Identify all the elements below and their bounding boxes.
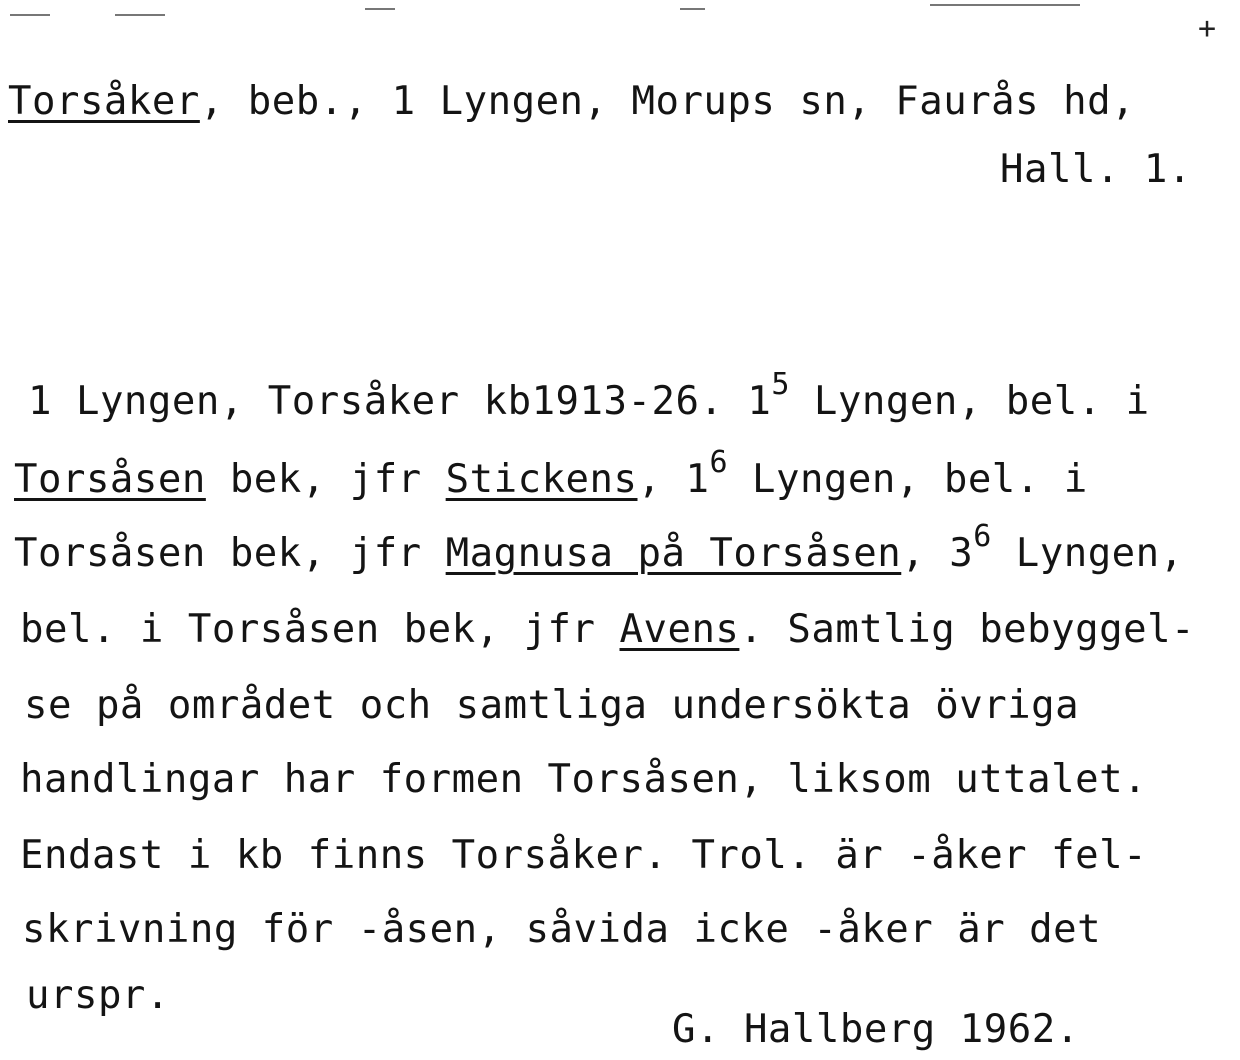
crossref-stickens: Stickens	[445, 457, 638, 502]
entry-name: Torsåker	[8, 79, 200, 124]
text-segment: , 3	[901, 531, 974, 576]
superscript: 6	[709, 445, 729, 480]
crossref-magnusa: Magnusa på Torsåsen	[445, 531, 902, 576]
crossref-avens: Avens	[619, 607, 740, 652]
top-edge-mark	[10, 14, 50, 16]
header-line	[8, 78, 1135, 126]
body-line-8: skrivning för -åsen, såvida icke -åker är det	[22, 907, 1102, 952]
text-segment: Torsåsen bek, jfr	[14, 531, 446, 576]
crossref-torsasen: Torsåsen	[14, 457, 206, 502]
text-segment: Lyngen, bel. i	[728, 457, 1088, 502]
top-edge-mark	[115, 14, 165, 16]
text-segment: bel. i Torsåsen bek, jfr	[20, 607, 620, 652]
body-line-1	[28, 367, 1150, 426]
top-edge-mark	[365, 8, 395, 10]
entry-description: , beb., 1 Lyngen, Morups sn, Faurås hd,	[199, 79, 1136, 124]
text-segment: 1 Lyngen, Torsåker kb1913-26. 1	[28, 379, 772, 424]
body-line-5: se på området och samtliga undersökta övriga	[24, 683, 1080, 728]
text-segment: Lyngen, bel. i	[789, 379, 1150, 424]
top-edge-mark	[930, 4, 1080, 6]
top-edge-mark	[680, 8, 705, 10]
text-segment: . Samtlig bebyggel-	[739, 607, 1196, 652]
superscript: 5	[771, 367, 790, 402]
text-segment: Lyngen,	[991, 531, 1184, 576]
superscript: 6	[973, 519, 992, 554]
body-line-3	[14, 519, 1184, 578]
body-line-4	[20, 606, 1195, 654]
body-line-2	[14, 445, 1088, 504]
body-line-7: Endast i kb finns Torsåker. Trol. är -åker fel-	[20, 833, 1148, 878]
signature: G. Hallberg 1962.	[672, 1007, 1080, 1052]
text-segment: bek, jfr	[205, 457, 446, 502]
text-segment: , 1	[637, 457, 710, 502]
body-line-9: urspr.	[26, 973, 170, 1018]
header-reference: Hall. 1.	[1000, 147, 1192, 192]
corner-mark: +	[1198, 11, 1217, 46]
body-line-6: handlingar har formen Torsåsen, liksom uttalet.	[20, 757, 1148, 802]
